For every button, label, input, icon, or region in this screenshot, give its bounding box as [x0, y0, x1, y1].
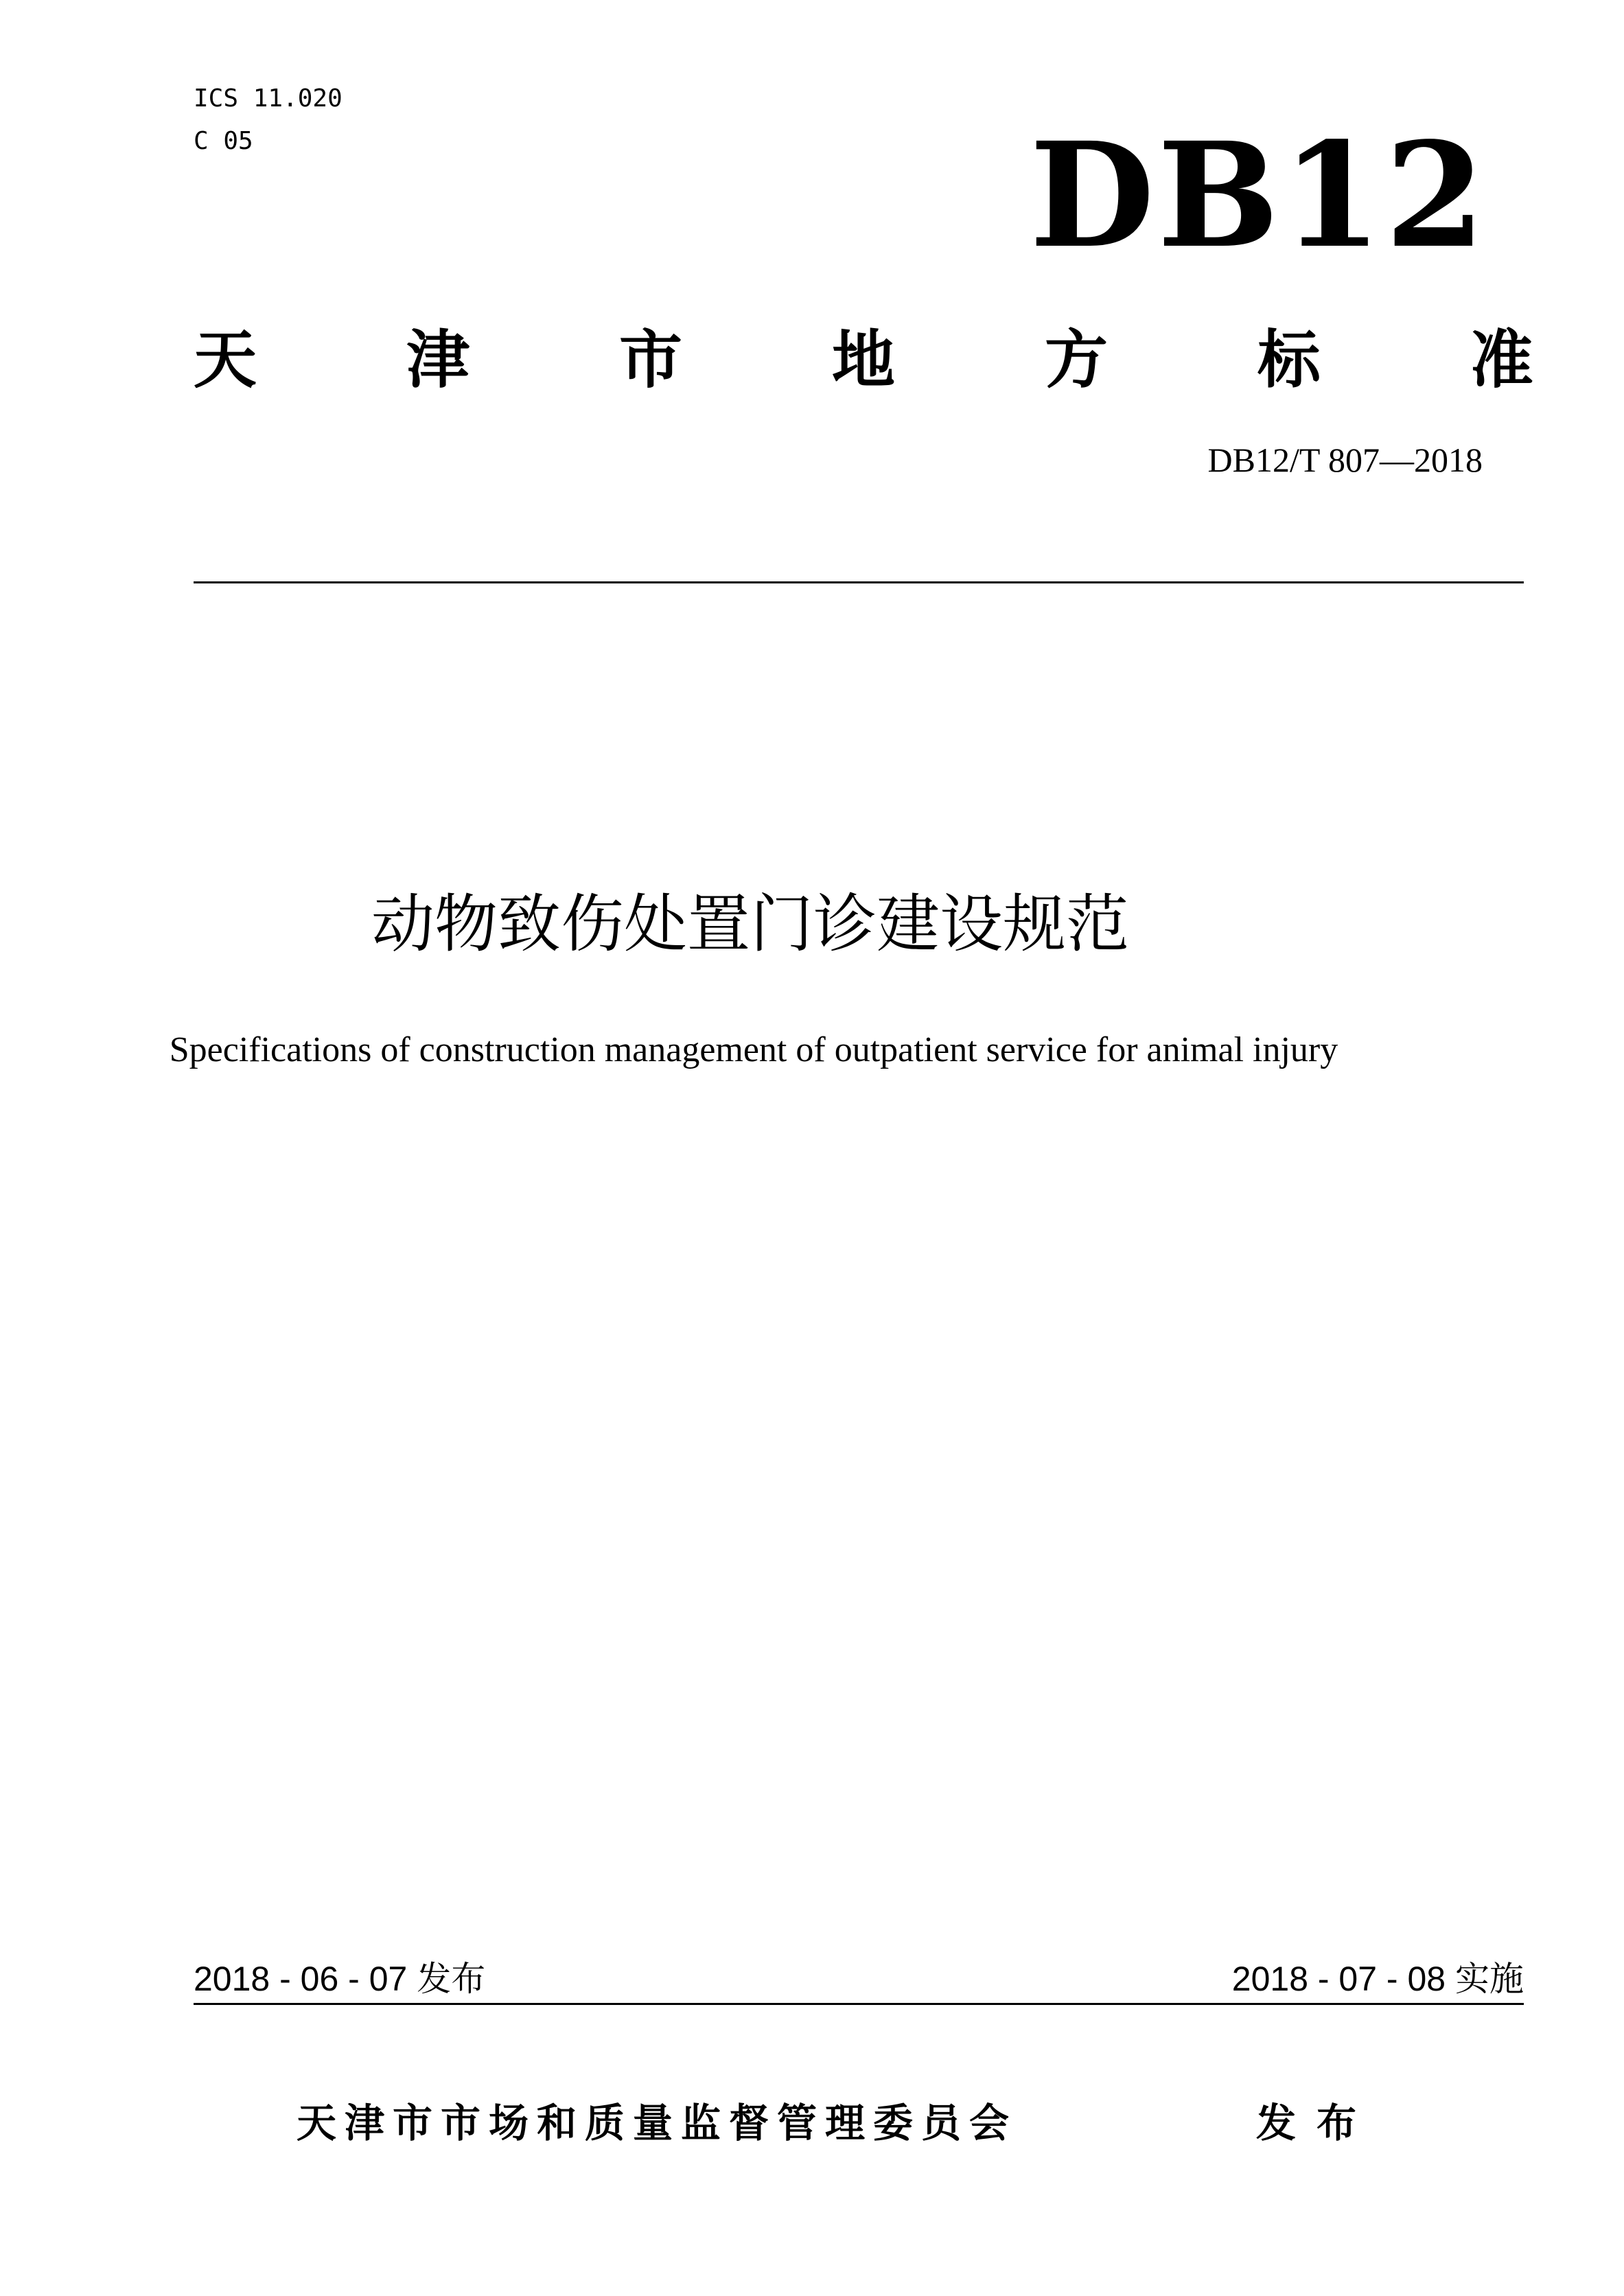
standard-logo: DB12	[1030, 111, 1488, 280]
standard-type-char: 准	[1470, 323, 1533, 397]
publish-date-label: 发布	[417, 1959, 486, 1999]
implement-date: 2018 - 07 - 08	[1231, 1960, 1446, 1998]
document-title-chinese: 动物致伤处置门诊建设规范	[371, 888, 1129, 961]
standard-type-char: 地	[831, 323, 895, 397]
implement-date-label: 实施	[1455, 1959, 1524, 1999]
implement-date-line	[1071, 1958, 1524, 2000]
footer-divider	[194, 2003, 1524, 2005]
standard-type-char: 天	[194, 323, 257, 397]
document-title-english: Specifications of construction management of outpatient service for animal injury	[169, 1030, 1338, 1069]
standard-type-char: 方	[1044, 323, 1108, 397]
publisher-action: 发布	[1256, 2100, 1378, 2146]
standard-number: DB12/T 807—2018	[1207, 441, 1483, 479]
publish-date: 2018 - 06 - 07	[194, 1960, 408, 1998]
header-divider	[194, 581, 1524, 583]
standard-type-char: 标	[1257, 323, 1321, 397]
publish-date-line	[194, 1958, 485, 2000]
standard-type-char: 津	[406, 323, 469, 397]
standard-type-heading	[194, 323, 1533, 398]
ccs-code: C 05	[194, 127, 253, 155]
standard-type-char: 市	[618, 323, 682, 397]
publisher-name: 天津市市场和质量监督管理委员会	[297, 2100, 1018, 2146]
ics-code: ICS 11.020	[194, 84, 343, 113]
